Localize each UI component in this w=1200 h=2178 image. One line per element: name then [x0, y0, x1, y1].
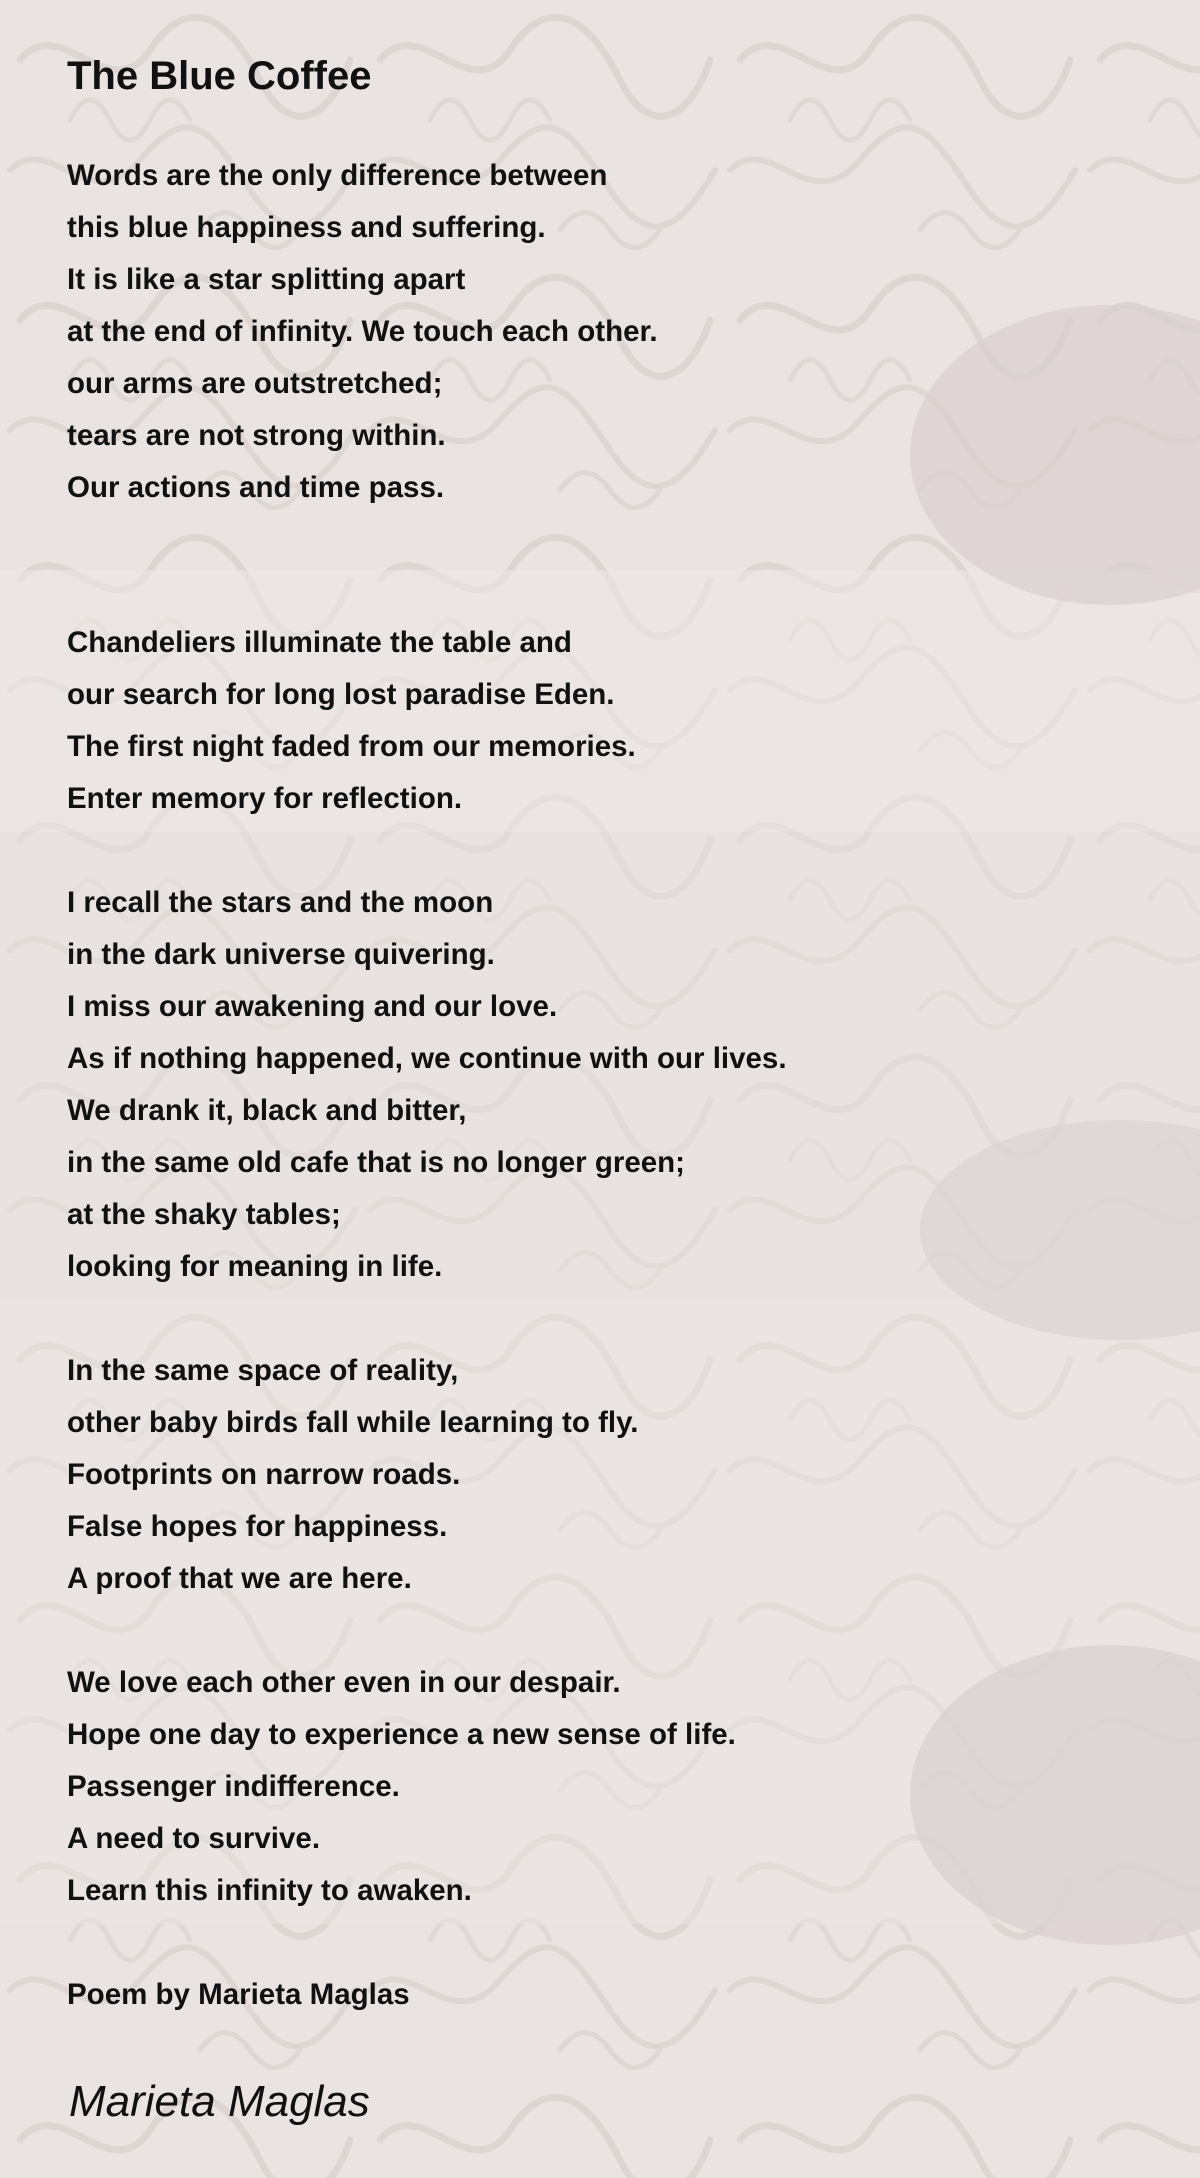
poem-line: Chandeliers illuminate the table and [67, 626, 572, 659]
poem-line: in the same old cafe that is no longer green; [67, 1146, 685, 1179]
poem-title: The Blue Coffee [67, 54, 372, 98]
poem-line: We drank it, black and bitter, [67, 1094, 467, 1127]
stanza [67, 150, 658, 514]
poem-line: our arms are outstretched; [67, 367, 443, 400]
stanza [67, 877, 787, 1293]
poem-line: Our actions and time pass. [67, 471, 445, 504]
poem-line: A need to survive. [67, 1822, 321, 1855]
stanza [67, 1657, 736, 1917]
stanza [67, 1345, 639, 1605]
poem-line: False hopes for happiness. [67, 1510, 448, 1543]
poem-line: Learn this infinity to awaken. [67, 1874, 472, 1907]
poem-line: We love each other even in our despair. [67, 1666, 621, 1699]
poem-line: other baby birds fall while learning to fly. [67, 1406, 639, 1439]
poem-line: A proof that we are here. [67, 1562, 412, 1595]
poem-line: this blue happiness and suffering. [67, 211, 546, 244]
poem-line: Passenger indifference. [67, 1770, 400, 1803]
poem-line: Hope one day to experience a new sense of life. [67, 1718, 736, 1751]
poem-line: tears are not strong within. [67, 419, 446, 452]
poem-line: As if nothing happened, we continue with our lives. [67, 1042, 787, 1075]
poem-line: In the same space of reality, [67, 1354, 459, 1387]
poem-line: The first night faded from our memories. [67, 730, 636, 763]
poem-line: at the shaky tables; [67, 1198, 341, 1231]
poem-line: looking for meaning in life. [67, 1250, 443, 1283]
poem-line: at the end of infinity. We touch each other. [67, 315, 658, 348]
poem-line: I recall the stars and the moon [67, 886, 494, 919]
stanza [67, 617, 636, 825]
poem-line: Enter memory for reflection. [67, 782, 463, 815]
poem-line: Words are the only difference between [67, 159, 608, 192]
author-signature: Marieta Maglas [69, 2077, 370, 2126]
poem-line: It is like a star splitting apart [67, 263, 466, 296]
poem-line: Footprints on narrow roads. [67, 1458, 461, 1491]
poem-line: in the dark universe quivering. [67, 938, 495, 971]
poem-line: our search for long lost paradise Eden. [67, 678, 615, 711]
poem-line: I miss our awakening and our love. [67, 990, 558, 1023]
poem-credit: Poem by Marieta Maglas [67, 1978, 410, 2011]
